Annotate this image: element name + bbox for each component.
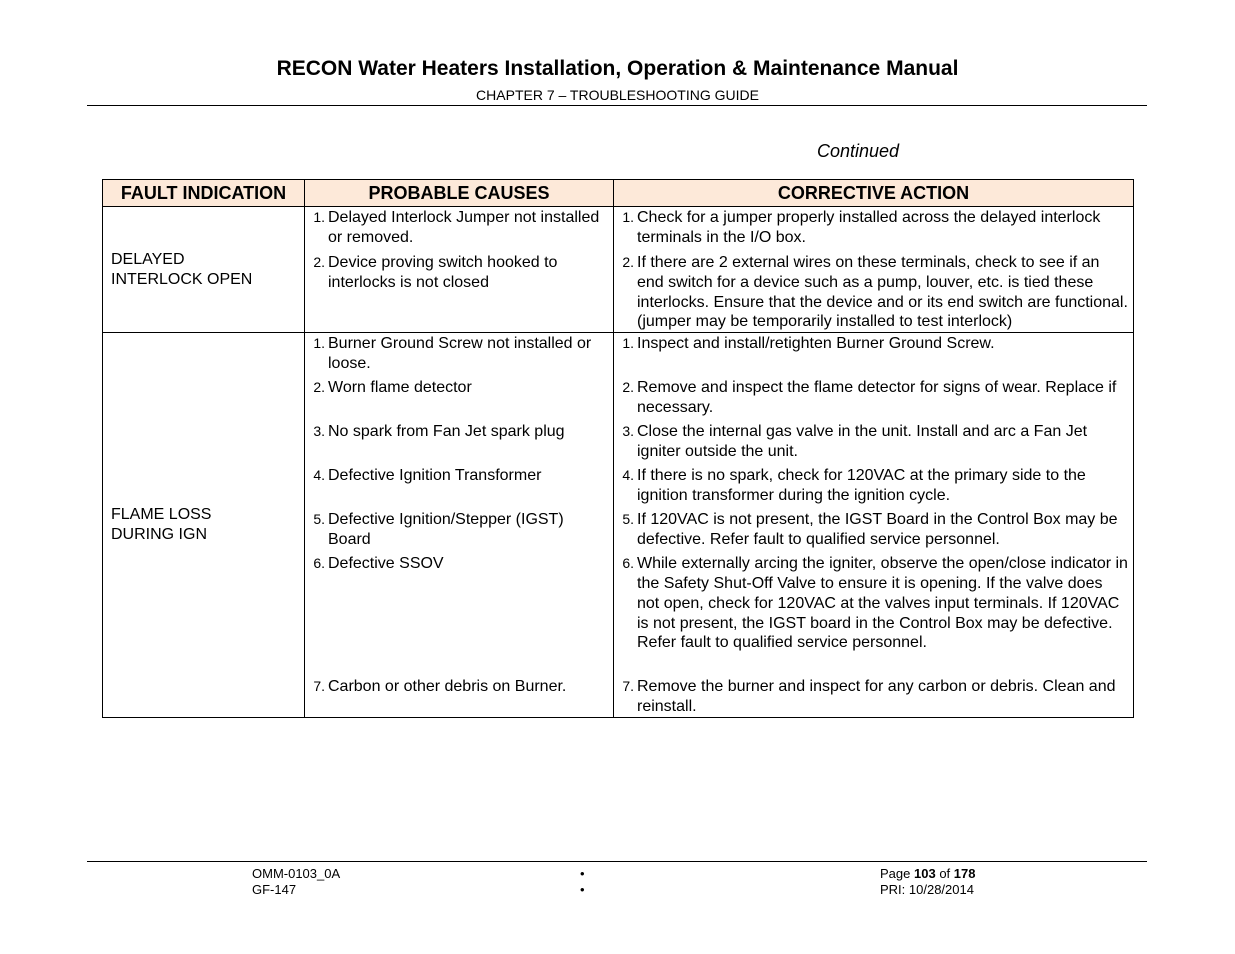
item-number: 4.	[622, 467, 634, 484]
header-divider	[87, 105, 1147, 106]
cause-text: Burner Ground Screw not installed or loose.	[328, 335, 592, 372]
item-number: 7.	[622, 678, 634, 695]
cause-item	[305, 677, 609, 697]
item-number: 1.	[313, 209, 325, 225]
item-number: 1.	[622, 335, 634, 352]
cause-text: Worn flame detector	[328, 379, 472, 397]
action-text: Remove and inspect the flame detector for signs of wear. Replace if necessary.	[637, 379, 1117, 416]
item-number: 5.	[313, 511, 325, 528]
action-item	[614, 208, 1129, 253]
footer-bullet: •	[580, 866, 585, 881]
item-number: 4.	[313, 467, 325, 484]
continued-label: Continued	[817, 141, 900, 161]
item-number: 2.	[313, 254, 325, 270]
action-item	[614, 466, 1129, 510]
chapter-subtitle: CHAPTER 7 – TROUBLESHOOTING GUIDE	[476, 87, 759, 103]
action-item	[614, 253, 1129, 332]
cause-text: Delayed Interlock Jumper not installed or removed.	[328, 209, 600, 246]
action-text: Remove the burner and inspect for any carbon or debris. Clean and reinstall.	[637, 678, 1116, 715]
header-corrective-action: CORRECTIVE ACTION	[614, 180, 1134, 207]
page-of: of	[939, 866, 951, 881]
cause-item	[305, 422, 609, 466]
action-item	[614, 334, 1129, 378]
action-item	[614, 554, 1129, 677]
page-total: 178	[953, 866, 976, 881]
fault-cell	[103, 333, 305, 718]
header-fault-indication: FAULT INDICATION	[103, 180, 305, 207]
cause-item	[305, 253, 609, 293]
pri-date: PRI: 10/28/2014	[880, 882, 974, 897]
footer-right	[880, 866, 976, 898]
cause-text: Device proving switch hooked to interlocks is not closed	[328, 254, 558, 291]
cause-item	[305, 334, 609, 378]
item-number: 3.	[313, 423, 325, 440]
causes-cell	[305, 333, 614, 718]
cause-text: Defective Ignition Transformer	[328, 467, 542, 485]
item-number: 6.	[622, 555, 634, 572]
page-current: 103	[914, 866, 936, 881]
page-indicator	[880, 866, 976, 882]
item-number: 2.	[313, 379, 325, 396]
fault-line: INTERLOCK OPEN	[111, 270, 253, 288]
cause-text: Defective SSOV	[328, 555, 444, 573]
footer-bullets	[580, 866, 700, 898]
table-row-flame-loss	[103, 333, 1134, 718]
footer-left	[252, 866, 340, 898]
fault-line: DURING IGN	[111, 525, 207, 543]
footer-bullet: •	[580, 882, 585, 897]
header-probable-causes: PROBABLE CAUSES	[305, 180, 614, 207]
fault-line: DELAYED	[111, 251, 185, 269]
cause-item	[305, 554, 609, 677]
fault-line: FLAME LOSS	[111, 506, 212, 524]
causes-cell	[305, 207, 614, 333]
action-item	[614, 677, 1129, 717]
cause-item	[305, 466, 609, 510]
troubleshooting-table	[102, 179, 1134, 718]
item-number: 6.	[313, 555, 325, 572]
action-text: If 120VAC is not present, the IGST Board in the Control Box may be defective. Refer fault to qualified service personnel.	[637, 511, 1118, 548]
cause-text: Defective Ignition/Stepper (IGST) Board	[328, 511, 564, 548]
cause-text: No spark from Fan Jet spark plug	[328, 423, 565, 441]
item-number: 2.	[622, 379, 634, 396]
table-row-delayed-interlock	[103, 207, 1134, 333]
item-number: 1.	[313, 335, 325, 352]
page-prefix: Page	[880, 866, 911, 881]
doc-number: OMM-0103_0A	[252, 866, 341, 881]
action-text: Close the internal gas valve in the unit. Install and arc a Fan Jet igniter outside the unit.	[637, 423, 1088, 460]
item-number: 7.	[313, 678, 325, 695]
gf-number: GF-147	[252, 882, 297, 897]
action-item	[614, 422, 1129, 466]
fault-cell	[103, 207, 305, 333]
item-number: 2.	[622, 254, 634, 270]
action-text: While externally arcing the igniter, observe the open/close indicator in the Safety Shut-Off Valve to ensure it is opening. If the valve does not open, check for 120VAC at the valves input terminals. If 120VAC is not present, the IGST board in the Control Box may be defective. Refer fault to qualified service personnel.	[637, 555, 1128, 652]
action-text: If there is no spark, check for 120VAC at the primary side to the ignition transformer during the ignition cycle.	[637, 467, 1086, 504]
cause-item	[305, 378, 609, 422]
action-item	[614, 510, 1129, 554]
table-header-row	[103, 180, 1134, 207]
action-text: If there are 2 external wires on these terminals, check to see if an end switch for a device such as a pump, louver, etc. is tied these interlocks. Ensure that the device and or its end switch are functional. (jumper may be temporarily installed to test interlock)	[637, 254, 1128, 331]
cause-item	[305, 208, 609, 253]
cause-item	[305, 510, 609, 554]
actions-cell	[614, 207, 1134, 333]
document-title: RECON Water Heaters Installation, Operation & Maintenance Manual	[276, 57, 959, 80]
actions-cell	[614, 333, 1134, 718]
action-text: Inspect and install/retighten Burner Ground Screw.	[637, 335, 995, 353]
item-number: 1.	[622, 209, 634, 225]
action-item	[614, 378, 1129, 422]
item-number: 5.	[622, 511, 634, 528]
item-number: 3.	[622, 423, 634, 440]
action-text: Check for a jumper properly installed across the delayed interlock terminals in the I/O box.	[637, 209, 1101, 246]
footer-divider	[87, 861, 1147, 862]
cause-text: Carbon or other debris on Burner.	[328, 678, 567, 696]
